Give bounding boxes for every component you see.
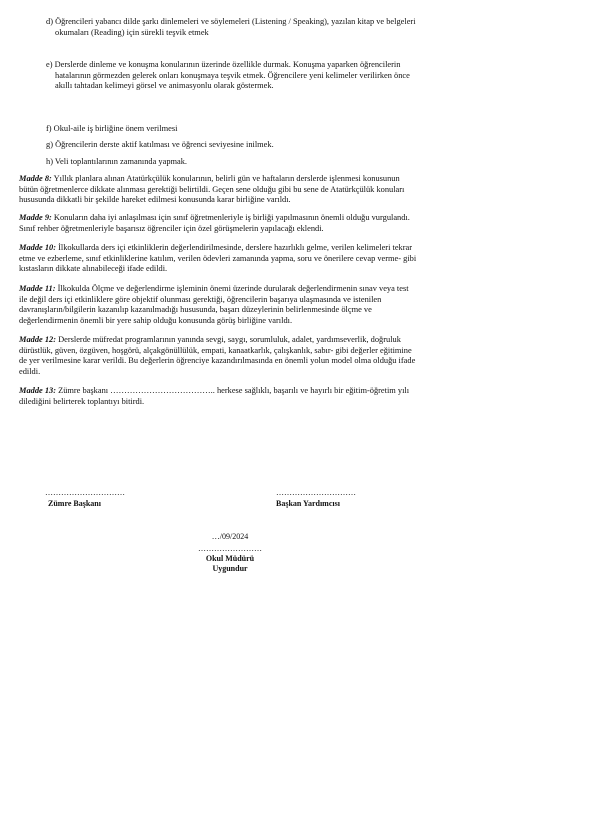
item-text: d) Öğrencileri yabancı dilde şarkı dinlemeleri ve söylemeleri (Listening / Speaking), yazılan kitap ve belgeleri xyxy=(46,17,416,26)
list-item-f xyxy=(46,124,426,135)
signature-label: Zümre Başkanı xyxy=(48,498,101,508)
approval-date: …/09/2024 xyxy=(211,532,249,541)
item-text-continued: okumaları (Reading) için sürekli teşvik etmek xyxy=(55,27,209,37)
madde-label: Madde 12: xyxy=(19,335,56,344)
approval-block xyxy=(190,532,270,574)
principal-title: Okul Müdürü xyxy=(205,554,255,563)
signature-line: …………………… xyxy=(198,544,262,553)
madde-text: Yıllık planlara alınan Atatürkçülük konularının, belirli gün ve haftaların derslerde işlenmesi konusunun bütün öğretmenlerce dikkate alınması gerektiği belirtildi. Geçen sene olduğu gibi bu sene de Atatürkçülük konuları hususunda dikkatli bir şekilde hareket edilmesi konusunda karar birliğine varıldı. xyxy=(19,174,405,204)
list-item-d xyxy=(46,17,426,38)
list-item-g xyxy=(46,140,426,151)
item-text: h) Veli toplantılarının zamanında yapmak. xyxy=(46,157,188,166)
madde-10 xyxy=(19,243,419,275)
signature-label: Başkan Yardımcısı xyxy=(276,498,340,508)
list-item-h xyxy=(46,157,426,168)
item-text: e) Derslerde dinleme ve konuşma konularının üzerinde özellikle durmak. Konuşma yaparken öğrencilerin xyxy=(46,60,401,69)
madde-label: Madde 11: xyxy=(19,284,56,293)
madde-11 xyxy=(19,284,419,326)
madde-text: Konuların daha iyi anlaşılması için sınıf öğretmenleriyle iş birliği yapılmasının önemli olduğu vurgulandı. Sınıf rehber öğretmenleriyle başarısız öğrenciler için özel görüşmelerin yapılacağı eklendi. xyxy=(19,213,410,233)
madde-12 xyxy=(19,335,419,377)
signature-line: ………………………… xyxy=(276,488,356,497)
madde-text: İlkokullarda ders içi etkinliklerin değerlendirilmesinde, derslere hazırlıklı gelme, verilen kelimeleri tekrar etme ve ezberleme, sınıf etkinliklerine katılım, verilen ödevleri zamanında yapma, soru ve önerilere cevap verme- gibi kıstasların dikkate alınabileceği ifade edildi. xyxy=(19,243,417,273)
madde-label: Madde 10: xyxy=(19,243,56,252)
madde-text: Derslerde müfredat programlarının yanında sevgi, saygı, sorumluluk, adalet, yardımseverlik, doğruluk dürüstlük, güven, özgüven, hoşgörü, alçakgönüllülük, empati, kanaatkarlık, çalışkanlık, sabır- gibi değerler eğitimine de yer verilmesine karar verildi. Bu değerlerin öğrenciye kazandırılmasında en önemli yolun model olma olduğu ifade edildi. xyxy=(19,335,416,376)
signature-zumre-baskani xyxy=(45,488,125,509)
madde-text: Zümre başkanı ……………………………….. herkese sağlıklı, başarılı ve hayırlı bir eğitim-öğretim yılı dilediğini belirterek toplantıyı bitirdi. xyxy=(19,386,410,406)
signature-baskan-yardimcisi xyxy=(276,488,356,509)
madde-13 xyxy=(19,386,419,407)
madde-label: Madde 9: xyxy=(19,213,52,222)
approval-text: Uygundur xyxy=(212,564,248,573)
signature-line: ………………………… xyxy=(45,488,125,497)
madde-9 xyxy=(19,213,419,234)
madde-label: Madde 13: xyxy=(19,386,56,395)
list-item-e xyxy=(46,60,426,92)
item-text-continued: hatalarının görmezden gelerek onları konuşmaya teşvik etmek. Öğrencilere yeni kelimeler verilirken önce xyxy=(55,70,410,80)
item-text: f) Okul-aile iş birliğine önem verilmesi xyxy=(46,124,178,133)
item-text: g) Öğrencilerin derste aktif katılması ve öğrenci seviyesine inilmek. xyxy=(46,140,274,149)
item-text-continued: akıllı tahtadan kelimeyi görsel ve animasyonlu olarak göstermek. xyxy=(55,81,274,90)
madde-label: Madde 8: xyxy=(19,174,52,183)
madde-text: İlkokulda Ölçme ve değerlendirme işleminin önemi üzerinde durularak değerlendirmenin sınav veya test ile değil ders içi etkinliklere göre objektif olunması gerektiği, öğrencilerin başarıya ulaşmasında ve istenilen davranışların/bilgilerin kazanılıp kazanılmadığı hususunda, başarı düzeylerinin belirlenmesinde ölçme ve değerlendirmenin önemli bir yere sahip olduğu konusunda görüş birliğine varıldı. xyxy=(19,284,409,325)
madde-8 xyxy=(19,174,419,206)
